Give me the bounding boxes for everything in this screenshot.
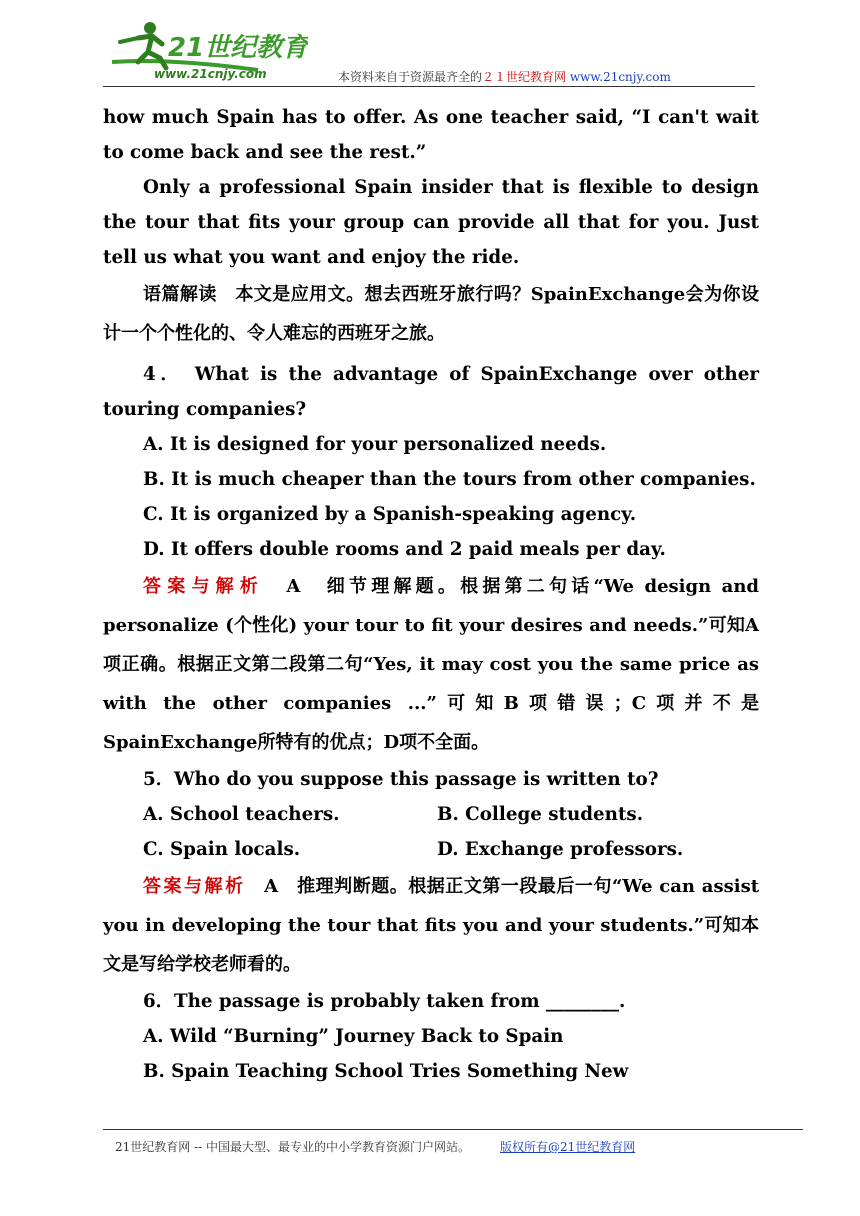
question-5-stem: 5．Who do you suppose this passage is written to?: [143, 769, 659, 790]
q5-option-d: D. Exchange professors.: [437, 839, 684, 860]
q4-option-b: B. It is much cheaper than the tours from other companies.: [143, 469, 756, 490]
paragraph-1: how much Spain has to offer. As one teacher said, “I can't wait to come back and see the rest.”: [103, 107, 759, 163]
footer-divider: [103, 1129, 803, 1130]
q4-answer-text: A 细节理解题。根据第二句话“We design and personalize (个性化) your tour to fit your desires and needs.”可知A项正确。根据正文第二段第二句“Yes, it may cost you the same price as with the other companies ...”可知B项错误；C项并不是SpainExchange所特有的优点；D项不全面。: [103, 576, 760, 753]
q4-answer: [103, 567, 759, 762]
reading-analysis: [103, 275, 759, 353]
question-6-stem: 6．The passage is probably taken from ________.: [143, 991, 626, 1012]
q6-option-a: A. Wild “Burning” Journey Back to Spain: [143, 1026, 564, 1047]
page-footer: [115, 1138, 635, 1155]
reading-label: 语篇解读: [143, 284, 217, 305]
logo-text: 21世纪教育: [168, 33, 308, 63]
q6-option-b: B. Spain Teaching School Tries Something New: [143, 1061, 629, 1082]
q5-options-row-2: [103, 832, 759, 867]
q5-answer-label: 答案与解析: [143, 876, 246, 897]
q4-answer-label: 答案与解析: [143, 576, 265, 597]
footer-text: 21世纪教育网 -- 中国最大型、最专业的中小学教育资源门户网站。: [115, 1140, 471, 1154]
header-note-url[interactable]: www.21cnjy.com: [569, 70, 671, 84]
q4-option-c: C. It is organized by a Spanish-speaking agency.: [143, 504, 637, 525]
reading-text: 本文是应用文。想去西班牙旅行吗？SpainExchange会为你设计一个个性化的、令人难忘的西班牙之旅。: [103, 284, 760, 344]
q5-answer: [103, 867, 759, 984]
q4-option-a: A. It is designed for your personalized needs.: [143, 434, 607, 455]
site-logo[interactable]: [108, 18, 308, 84]
header-divider: [103, 86, 755, 87]
logo-url: www.21cnjy.com: [154, 67, 267, 81]
header-note-site[interactable]: ２１世纪教育网: [482, 70, 567, 84]
q5-options-row-1: [103, 797, 759, 832]
q4-option-d: D. It offers double rooms and 2 paid meals per day.: [143, 539, 666, 560]
q5-answer-text: A 推理判断题。根据正文第一段最后一句“We can assist you in developing the tour that fits you and your students.”可知本文是写给学校老师看的。: [103, 876, 760, 975]
paragraph-2: Only a professional Spain insider that is flexible to design the tour that fits your group can provide all that for you. Just tell us what you want and enjoy the ride.: [103, 177, 759, 268]
header-source-note: [338, 68, 671, 85]
q5-option-c: C. Spain locals.: [143, 839, 301, 860]
header-note-prefix: 本资料来自于资源最齐全的: [338, 70, 483, 84]
footer-rights-link[interactable]: 版权所有@21世纪教育网: [500, 1140, 636, 1154]
q5-option-a: A. School teachers.: [143, 804, 340, 825]
runner-logo-icon: [108, 18, 308, 84]
page-header: [0, 0, 860, 90]
document-body: [103, 100, 759, 1089]
question-4-stem: 4． What is the advantage of SpainExchange over other touring companies?: [103, 364, 759, 420]
q5-option-b: B. College students.: [437, 804, 644, 825]
